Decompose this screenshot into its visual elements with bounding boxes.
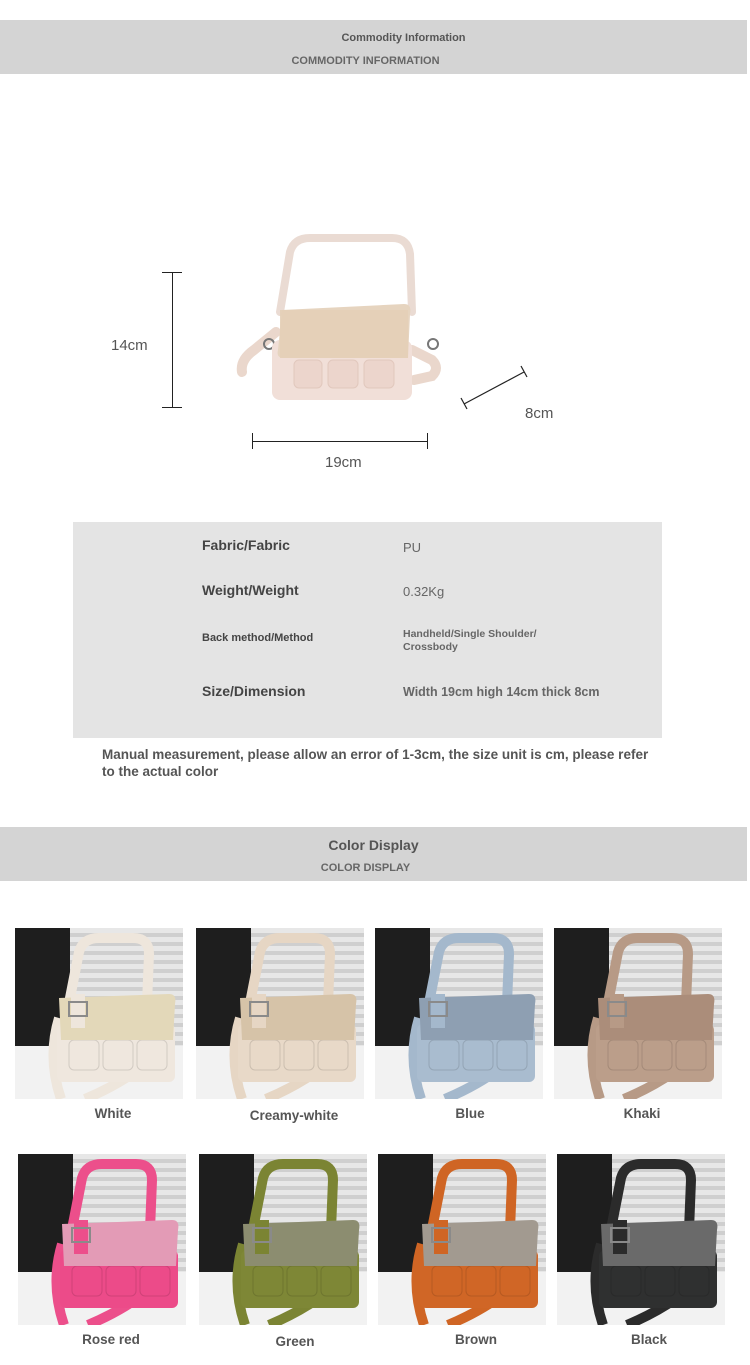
spec-fabric-value: PU xyxy=(403,540,422,555)
commodity-info-subtitle: COMMODITY INFORMATION xyxy=(291,55,440,67)
width-tick-right xyxy=(427,433,428,449)
color-display-header xyxy=(0,827,747,881)
spec-fabric-label: Fabric/Fabric xyxy=(202,537,290,553)
commodity-info-title: Commodity Information xyxy=(341,32,466,44)
handbag-illustration xyxy=(232,232,447,407)
color-display-title: Color Display xyxy=(328,837,419,853)
height-tick-bottom xyxy=(162,407,182,408)
width-label: 19cm xyxy=(325,454,362,471)
spec-method-label: Back method/Method xyxy=(202,632,314,644)
spec-size-label: Size/Dimension xyxy=(202,683,306,699)
width-line xyxy=(253,441,427,442)
color-swatch-black[interactable] xyxy=(557,1154,725,1325)
height-tick-top xyxy=(162,272,182,273)
spec-size-value: Width 19cm high 14cm thick 8cm xyxy=(403,685,600,699)
color-label-khaki: Khaki xyxy=(623,1106,661,1121)
spec-weight-label: Weight/Weight xyxy=(202,582,299,598)
color-swatch-green[interactable] xyxy=(199,1154,367,1325)
color-label-black: Black xyxy=(630,1332,668,1347)
color-label-rose-red: Rose red xyxy=(82,1332,140,1347)
color-label-blue: Blue xyxy=(455,1106,485,1121)
color-label-brown: Brown xyxy=(455,1332,497,1347)
spec-weight-value: 0.32Kg xyxy=(403,584,445,599)
spec-method-value-line2: Crossbody xyxy=(403,641,458,653)
height-line xyxy=(172,273,173,408)
color-swatch-brown[interactable] xyxy=(378,1154,546,1325)
color-label-creamy-white: Creamy-white xyxy=(249,1108,339,1123)
depth-label: 8cm xyxy=(525,405,554,422)
color-display-subtitle: COLOR DISPLAY xyxy=(320,862,411,874)
color-swatch-blue[interactable] xyxy=(375,928,543,1099)
width-tick-left xyxy=(252,433,253,449)
color-label-white: White xyxy=(94,1106,132,1121)
depth-line xyxy=(458,362,530,410)
commodity-info-header xyxy=(0,20,747,74)
color-label-green: Green xyxy=(275,1334,315,1349)
color-swatch-creamy-white[interactable] xyxy=(196,928,364,1099)
spec-method-value-line1: Handheld/Single Shoulder/ xyxy=(403,628,537,640)
color-swatch-rose-red[interactable] xyxy=(18,1154,186,1325)
spec-table xyxy=(73,522,662,738)
height-label: 14cm xyxy=(111,337,148,354)
color-swatch-khaki[interactable] xyxy=(554,928,722,1099)
color-swatch-white[interactable] xyxy=(15,928,183,1099)
measurement-note: Manual measurement, please allow an error of 1-3cm, the size unit is cm, please refer to the actual color xyxy=(102,747,649,779)
